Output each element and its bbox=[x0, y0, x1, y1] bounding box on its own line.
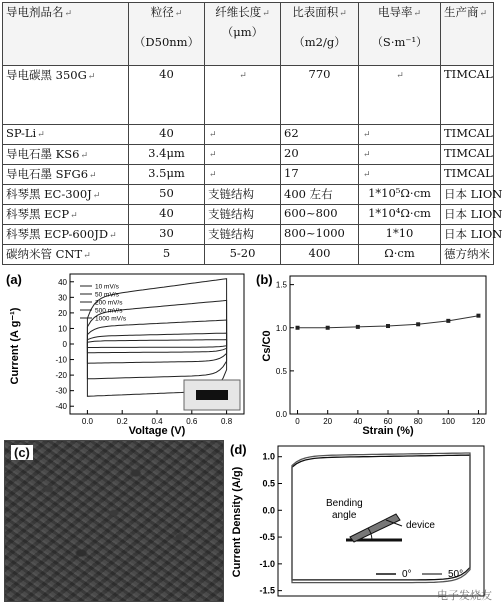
y-tick-label: 30 bbox=[58, 293, 67, 303]
table-cell: 支链结构 bbox=[205, 185, 281, 205]
y-tick-label: -0.5 bbox=[259, 532, 275, 543]
cv-curves-chart bbox=[2, 268, 250, 438]
table-cell: ↵ bbox=[205, 66, 281, 125]
x-tick-label: 0.2 bbox=[116, 417, 128, 426]
header-cell: 纤维长度↵ （μm） bbox=[205, 3, 281, 66]
y-tick-label: 10 bbox=[58, 324, 67, 334]
bending-cv-curve bbox=[292, 455, 470, 580]
panel-d-label: (d) bbox=[230, 442, 247, 457]
y-tick-label: 1.0 bbox=[275, 323, 287, 333]
table-cell: 1*10⁵Ω·cm bbox=[359, 185, 441, 205]
header-cell: 电导率↵ （S·m⁻¹） bbox=[359, 3, 441, 66]
table-cell: SP-Li↵ bbox=[3, 125, 129, 145]
table-row bbox=[3, 225, 494, 245]
table-cell: 40 bbox=[129, 205, 205, 225]
table-cell: 20 bbox=[281, 145, 359, 165]
materials-table bbox=[2, 2, 502, 265]
table-cell: 40 bbox=[129, 66, 205, 125]
table-cell: 支链结构 bbox=[205, 225, 281, 245]
y-tick-label: -20 bbox=[55, 371, 67, 381]
table-cell: 导电碳黑 350G↵ bbox=[3, 66, 129, 125]
x-tick-label: 20 bbox=[323, 417, 333, 426]
x-tick-label: 40 bbox=[353, 417, 363, 426]
y-tick-label: 0.0 bbox=[275, 410, 287, 419]
y-tick-label: 0.0 bbox=[262, 505, 275, 516]
table-cell: 400 左右 bbox=[281, 185, 359, 205]
panel-b-label: (b) bbox=[256, 272, 273, 287]
cv-curve bbox=[87, 320, 226, 363]
x-tick-label: 100 bbox=[441, 417, 455, 426]
x-tick-label: 120 bbox=[471, 417, 486, 426]
table-cell: 科琴黑 EC-300J↵ bbox=[3, 185, 129, 205]
y-tick-label: 20 bbox=[58, 308, 67, 318]
legend-label: 500 mV/s bbox=[95, 307, 123, 315]
data-point bbox=[356, 325, 360, 329]
angle-label: angle bbox=[332, 510, 357, 521]
table-row bbox=[3, 245, 494, 265]
data-point bbox=[446, 319, 450, 323]
panel-b-frame bbox=[290, 276, 486, 414]
header-cell: 导电剂品名↵ bbox=[3, 3, 129, 66]
table-row bbox=[3, 205, 494, 225]
table-cell: 17 bbox=[281, 165, 359, 185]
cv-curve bbox=[87, 340, 226, 348]
table-cell: 科琴黑 ECP↵ bbox=[3, 205, 129, 225]
data-point bbox=[296, 326, 300, 330]
data-point bbox=[386, 324, 390, 328]
table-cell: 支链结构 bbox=[205, 205, 281, 225]
y-tick-label: -40 bbox=[55, 402, 67, 412]
y-tick-label: -10 bbox=[55, 355, 67, 365]
y-tick-label: 0.5 bbox=[275, 366, 287, 376]
table-cell: 400 bbox=[281, 245, 359, 265]
table-header-row bbox=[3, 3, 494, 66]
table-cell: ↵ bbox=[205, 165, 281, 185]
table-cell: 德方纳米 bbox=[441, 245, 494, 265]
header-cell: 生产商↵ bbox=[441, 3, 494, 66]
table-cell: 1*10 bbox=[359, 225, 441, 245]
table-row bbox=[3, 66, 494, 125]
panel-a-xlabel: Voltage (V) bbox=[128, 425, 186, 437]
device-label: device bbox=[406, 520, 435, 531]
table-row bbox=[3, 125, 494, 145]
table-cell: ↵ bbox=[359, 66, 441, 125]
legend-0-label: 0° bbox=[402, 569, 412, 580]
table-cell: ↵ bbox=[359, 165, 441, 185]
x-tick-label: 0.8 bbox=[221, 417, 233, 426]
legend-label: 1000 mV/s bbox=[95, 315, 127, 323]
legend-label: 200 mV/s bbox=[95, 299, 123, 307]
y-tick-label: 1.0 bbox=[262, 451, 275, 462]
x-tick-label: 0 bbox=[295, 417, 300, 426]
table-cell: 3.5μm bbox=[129, 165, 205, 185]
table-cell: ↵ bbox=[205, 125, 281, 145]
watermark: 电子发烧友 bbox=[437, 590, 492, 602]
conductive-agent-table bbox=[2, 2, 502, 264]
panel-d-ylabel: Current Density (A/g) bbox=[231, 466, 243, 578]
panel-a-ylabel: Current (A g⁻¹) bbox=[9, 307, 21, 385]
table-cell: 日本 LION bbox=[441, 185, 494, 205]
data-point bbox=[476, 314, 480, 318]
table-cell: 日本 LION bbox=[441, 225, 494, 245]
table-cell: ↵ bbox=[359, 145, 441, 165]
data-point bbox=[326, 326, 330, 330]
table-cell: 3.4μm bbox=[129, 145, 205, 165]
table-cell: 1*10⁴Ω·cm bbox=[359, 205, 441, 225]
bending-cv-chart bbox=[226, 440, 492, 602]
table-cell: 5 bbox=[129, 245, 205, 265]
x-tick-label: 80 bbox=[413, 417, 423, 426]
bending-device-arm bbox=[350, 514, 400, 542]
sem-micrograph bbox=[4, 440, 224, 602]
y-tick-label: 1.5 bbox=[275, 280, 287, 290]
table-cell: 30 bbox=[129, 225, 205, 245]
table-cell: 科琴黑 ECP-600JD↵ bbox=[3, 225, 129, 245]
legend-label: 50 mV/s bbox=[95, 291, 119, 299]
header-cell: 粒径↵ （D50nm） bbox=[129, 3, 205, 66]
table-cell: 导电石墨 KS6↵ bbox=[3, 145, 129, 165]
y-tick-label: -30 bbox=[55, 386, 67, 396]
table-cell: Ω·cm bbox=[359, 245, 441, 265]
table-cell: TIMCAL bbox=[441, 165, 494, 185]
table-cell: 800~1000 bbox=[281, 225, 359, 245]
table-cell: 770 bbox=[281, 66, 359, 125]
table-cell: 600~800 bbox=[281, 205, 359, 225]
x-tick-label: 0.6 bbox=[186, 417, 198, 426]
table-cell: TIMCAL bbox=[441, 66, 494, 125]
table-cell: 日本 LION bbox=[441, 205, 494, 225]
legend-label: 10 mV/s bbox=[95, 283, 119, 291]
legend-50-label: 50° bbox=[448, 569, 464, 580]
x-tick-label: 60 bbox=[383, 417, 393, 426]
panel-b-ylabel: Cs/C0 bbox=[261, 330, 273, 362]
cv-curve bbox=[87, 333, 226, 353]
y-tick-label: 40 bbox=[58, 277, 67, 287]
data-point bbox=[416, 322, 420, 326]
y-tick-label: -1.5 bbox=[259, 585, 275, 596]
table-cell: 5-20 bbox=[205, 245, 281, 265]
x-tick-label: 0.0 bbox=[81, 417, 93, 426]
table-row bbox=[3, 185, 494, 205]
table-cell: TIMCAL bbox=[441, 125, 494, 145]
bending-label: Bending bbox=[326, 498, 363, 509]
panel-b-xlabel: Strain (%) bbox=[362, 425, 414, 437]
table-row bbox=[3, 145, 494, 165]
capacitance-retention-chart bbox=[252, 268, 492, 438]
table-cell: ↵ bbox=[205, 145, 281, 165]
panel-a-label: (a) bbox=[6, 272, 22, 287]
bending-schematic bbox=[326, 498, 435, 542]
bending-cv-curve bbox=[292, 453, 470, 583]
y-tick-label: -1.0 bbox=[259, 558, 275, 569]
x-tick-label: 0.4 bbox=[151, 417, 163, 426]
table-cell: 导电石墨 SFG6↵ bbox=[3, 165, 129, 185]
device-photo-strip bbox=[196, 390, 228, 400]
table-cell: 62 bbox=[281, 125, 359, 145]
table-cell: 50 bbox=[129, 185, 205, 205]
y-tick-label: 0 bbox=[62, 340, 67, 349]
panel-c-label: (c) bbox=[11, 445, 33, 460]
table-cell: 40 bbox=[129, 125, 205, 145]
table-row bbox=[3, 165, 494, 185]
y-tick-label: 0.5 bbox=[262, 478, 275, 489]
table-cell: 碳纳米管 CNT↵ bbox=[3, 245, 129, 265]
table-cell: TIMCAL bbox=[441, 145, 494, 165]
table-cell: ↵ bbox=[359, 125, 441, 145]
header-cell: 比表面积↵ （m2/g） bbox=[281, 3, 359, 66]
